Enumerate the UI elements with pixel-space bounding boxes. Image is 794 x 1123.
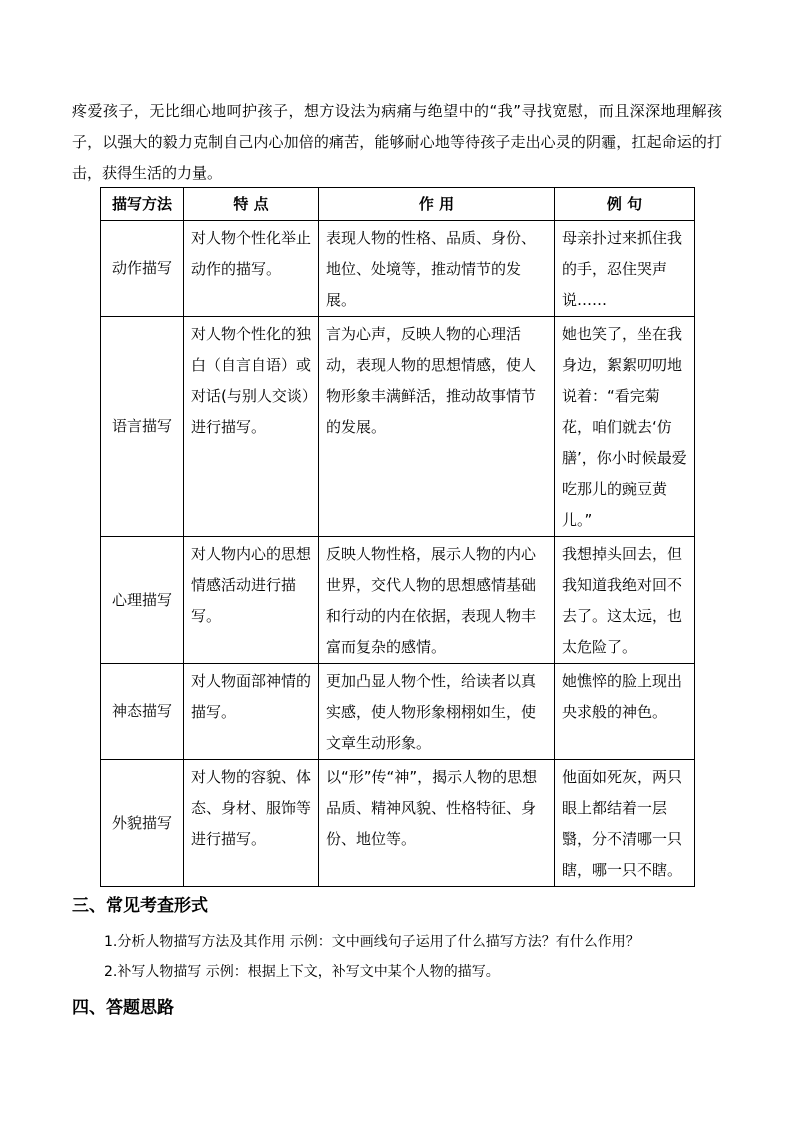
- row-effect: 更加凸显人物个性，给读者以真实感，使人物形象栩栩如生，使文章生动形象。: [319, 664, 555, 760]
- table-row: [101, 221, 695, 317]
- row-example: 母亲扑过来抓住我的手，忍住哭声说……: [555, 221, 695, 317]
- row-effect: 言为心声，反映人物的心理活动，表现人物的思想情感，使人物形象丰满鲜活，推动故事情节的发展。: [319, 317, 555, 537]
- header-effect: 作 用: [319, 188, 555, 221]
- row-method: 心理描写: [101, 537, 184, 664]
- section-heading-exam-forms: 三、常见考查形式: [72, 896, 208, 916]
- intro-paragraph: 疼爱孩子，无比细心地呵护孩子，想方设法为病痛与绝望中的“我”寻找宽慰，而且深深地理解孩子，以强大的毅力克制自己内心加倍的痛苦，能够耐心地等待孩子走出心灵的阴霾，扛起命运的打击，获得生活的力量。: [72, 102, 722, 182]
- row-method: 外貌描写: [101, 760, 184, 887]
- section-heading-answer-approach: 四、答题思路: [72, 998, 174, 1018]
- row-example: 她憔悴的脸上现出央求般的神色。: [555, 664, 695, 760]
- table-row: [101, 760, 695, 887]
- row-example: 她也笑了，坐在我身边，絮絮叨叨地说着：“看完菊花，咱们就去‘仿膳’，你小时候最爱吃那儿的豌豆黄儿。”: [555, 317, 695, 537]
- exam-form-item-2: 2.补写人物描写 示例：根据上下文，补写文中某个人物的描写。: [104, 964, 500, 980]
- row-method: 语言描写: [101, 317, 184, 537]
- row-example: 他面如死灰，两只眼上都结着一层翳，分不清哪一只瞎，哪一只不瞎。: [555, 760, 695, 887]
- row-effect: 反映人物性格，展示人物的内心世界，交代人物的思想感情基础和行动的内在依据，表现人物丰富而复杂的感情。: [319, 537, 555, 664]
- table-row: [101, 317, 695, 537]
- row-method: 神态描写: [101, 664, 184, 760]
- table-row: [101, 664, 695, 760]
- row-feature: 对人物内心的思想情感活动进行描写。: [184, 537, 319, 664]
- row-effect: 表现人物的性格、品质、身份、地位、处境等，推动情节的发展。: [319, 221, 555, 317]
- header-feature: 特 点: [184, 188, 319, 221]
- row-feature: 对人物的容貌、体态、身材、服饰等进行描写。: [184, 760, 319, 887]
- description-methods-table: [100, 187, 695, 887]
- row-example: 我想掉头回去，但我知道我绝对回不去了。这太远，也太危险了。: [555, 537, 695, 664]
- table-header-row: [101, 188, 695, 221]
- row-feature: 对人物面部神情的描写。: [184, 664, 319, 760]
- header-example: 例 句: [555, 188, 695, 221]
- row-feature: 对人物个性化的独白（自言自语）或对话(与别人交谈）进行描写。: [184, 317, 319, 537]
- row-method: 动作描写: [101, 221, 184, 317]
- row-effect: 以“形”传“神”，揭示人物的思想品质、精神风貌、性格特征、身份、地位等。: [319, 760, 555, 887]
- exam-form-item-1: 1.分析人物描写方法及其作用 示例：文中画线句子运用了什么描写方法？有什么作用？: [104, 934, 640, 950]
- header-method: 描写方法: [101, 188, 184, 221]
- table-row: [101, 537, 695, 664]
- row-feature: 对人物个性化举止动作的描写。: [184, 221, 319, 317]
